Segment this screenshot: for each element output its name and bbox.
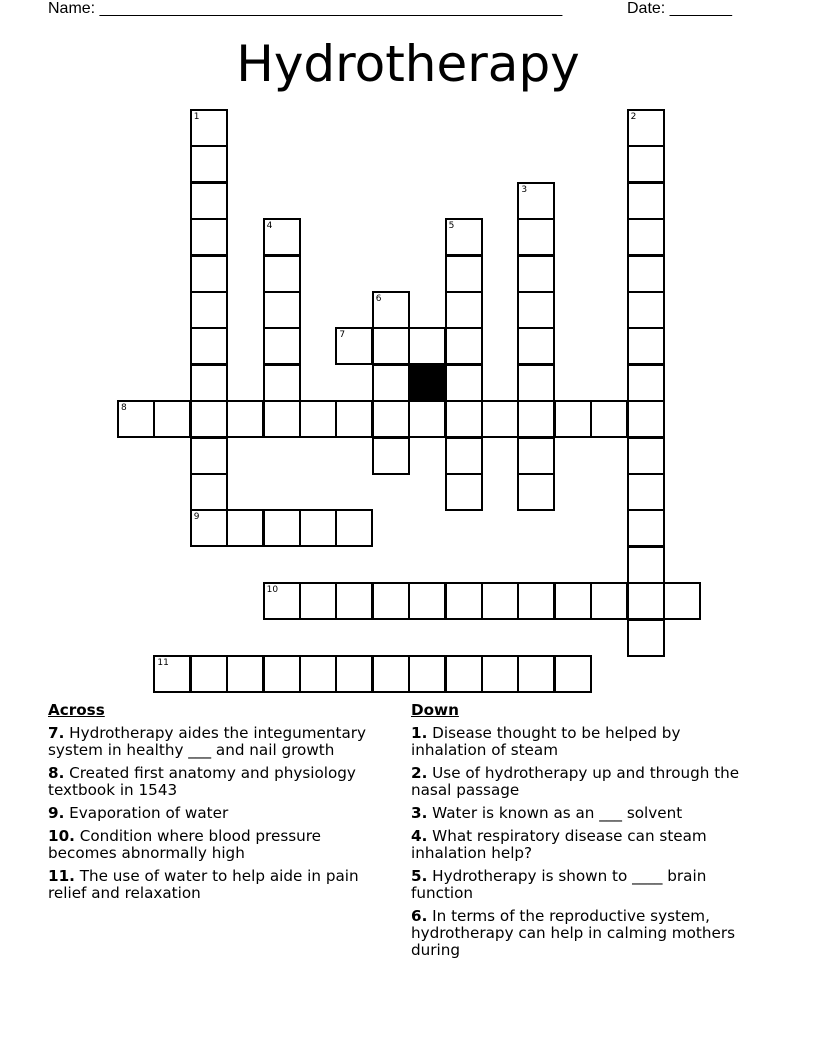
crossword-cell[interactable]	[335, 327, 373, 365]
crossword-cell[interactable]	[554, 655, 592, 693]
black-square	[408, 364, 446, 402]
crossword-cell[interactable]	[335, 655, 373, 693]
crossword-cell[interactable]	[627, 509, 665, 547]
crossword-cell[interactable]	[263, 655, 301, 693]
clue-number-label: 7	[339, 330, 346, 341]
clue-text: Evaporation of water	[69, 804, 229, 822]
down-clue	[411, 805, 756, 822]
crossword-cell[interactable]	[517, 218, 555, 256]
clue-number: 8.	[48, 764, 65, 782]
down-clue	[411, 725, 756, 759]
crossword-cell[interactable]	[190, 655, 228, 693]
crossword-cell[interactable]	[517, 400, 555, 438]
crossword-cell[interactable]	[263, 218, 301, 256]
clue-number-label: 2	[630, 112, 637, 122]
clue-number-label: 10	[266, 585, 279, 596]
crossword-cell[interactable]	[263, 291, 301, 329]
clue-number: 7.	[48, 724, 65, 742]
crossword-cell[interactable]	[190, 509, 228, 547]
puzzle-title: Hydrotherapy	[236, 35, 580, 93]
down-clue	[411, 828, 756, 862]
crossword-cell[interactable]	[408, 327, 446, 365]
crossword-cell[interactable]	[299, 400, 337, 438]
name-field[interactable]: Name: ____________________________________________________	[48, 0, 563, 17]
clue-text: The use of water to help aide in pain relief and relaxation	[48, 867, 359, 902]
across-clues	[48, 702, 393, 908]
crossword-cell[interactable]	[263, 364, 301, 402]
crossword-cell[interactable]	[481, 582, 519, 620]
crossword-cell[interactable]	[335, 582, 373, 620]
crossword-cell[interactable]	[517, 655, 555, 693]
crossword-cell[interactable]	[226, 400, 264, 438]
crossword-cell[interactable]	[554, 582, 592, 620]
clue-number: 3.	[411, 804, 428, 822]
crossword-cell[interactable]	[445, 437, 483, 475]
crossword-cell[interactable]	[263, 582, 301, 620]
crossword-cell[interactable]	[372, 437, 410, 475]
crossword-cell[interactable]	[372, 327, 410, 365]
clue-number: 4.	[411, 827, 428, 845]
crossword-cell[interactable]	[627, 364, 665, 402]
crossword-cell[interactable]	[627, 546, 665, 584]
across-clue	[48, 805, 393, 822]
across-clue	[48, 765, 393, 799]
crossword-cell[interactable]	[299, 509, 337, 547]
crossword-cell[interactable]	[190, 473, 228, 511]
clue-text: Condition where blood pressure becomes abnormally high	[48, 827, 322, 862]
crossword-cell[interactable]	[445, 327, 483, 365]
crossword-cell[interactable]	[190, 182, 228, 220]
date-field[interactable]: Date: _______	[627, 0, 732, 17]
crossword-cell[interactable]	[481, 400, 519, 438]
clue-number: 5.	[411, 867, 428, 885]
crossword-cell[interactable]	[190, 327, 228, 365]
crossword-cell[interactable]	[263, 327, 301, 365]
crossword-cell[interactable]	[190, 437, 228, 475]
crossword-cell[interactable]	[263, 255, 301, 293]
crossword-cell[interactable]	[408, 400, 446, 438]
down-clues	[411, 702, 756, 965]
crossword-cell[interactable]	[445, 291, 483, 329]
crossword-cell[interactable]	[517, 473, 555, 511]
crossword-cell[interactable]	[517, 182, 555, 220]
crossword-cell[interactable]	[190, 255, 228, 293]
crossword-cell[interactable]	[445, 473, 483, 511]
crossword-cell[interactable]	[117, 400, 155, 438]
clue-number-label: 3	[521, 184, 528, 195]
across-clue	[48, 828, 393, 862]
crossword-cell[interactable]	[190, 291, 228, 329]
crossword-cell[interactable]	[627, 473, 665, 511]
clue-number: 9.	[48, 804, 65, 822]
crossword-cell[interactable]	[627, 218, 665, 256]
crossword-cell[interactable]	[517, 327, 555, 365]
crossword-cell[interactable]	[299, 655, 337, 693]
clue-text: Hydrotherapy is shown to ____ brain function	[411, 867, 707, 902]
crossword-cell[interactable]	[627, 255, 665, 293]
crossword-cell[interactable]	[408, 655, 446, 693]
crossword-cell[interactable]	[627, 291, 665, 329]
crossword-cell[interactable]	[445, 582, 483, 620]
crossword-cell[interactable]	[226, 655, 264, 693]
clue-text: What respiratory disease can steam inhalation help?	[411, 827, 707, 862]
clue-number-label: 1	[193, 112, 200, 122]
clue-number-label: 8	[121, 403, 127, 414]
crossword-cell[interactable]	[663, 582, 701, 620]
clue-number-label: 6	[375, 294, 382, 304]
clue-number-label: 5	[448, 221, 455, 232]
crossword-cell[interactable]	[190, 364, 228, 402]
clue-number: 6.	[411, 907, 428, 925]
crossword-cell[interactable]	[190, 400, 228, 438]
across-heading: Across	[48, 701, 105, 719]
crossword-cell[interactable]	[627, 437, 665, 475]
crossword-cell[interactable]	[153, 400, 191, 438]
clue-text: Created first anatomy and physiology textbook in 1543	[48, 764, 356, 799]
clue-number-label: 9	[193, 512, 200, 523]
crossword-cell[interactable]	[226, 509, 264, 547]
clue-number: 1.	[411, 724, 428, 742]
crossword-cell[interactable]	[517, 437, 555, 475]
crossword-cell[interactable]	[627, 400, 665, 438]
crossword-cell[interactable]	[554, 400, 592, 438]
crossword-cell[interactable]	[627, 619, 665, 657]
crossword-cell[interactable]	[190, 218, 228, 256]
clue-text: In terms of the reproductive system, hydrotherapy can help in calming mothers during	[411, 907, 735, 959]
across-clue	[48, 868, 393, 902]
clue-number-label: 4	[266, 221, 273, 232]
crossword-cell[interactable]	[372, 655, 410, 693]
clue-number: 10.	[48, 827, 75, 845]
crossword-cell[interactable]	[627, 109, 665, 147]
crossword-cell[interactable]	[372, 291, 410, 329]
crossword-cell[interactable]	[627, 327, 665, 365]
crossword-cell[interactable]	[408, 582, 446, 620]
crossword-cell[interactable]	[445, 655, 483, 693]
crossword-cell[interactable]	[263, 509, 301, 547]
clue-text: Use of hydrotherapy up and through the nasal passage	[411, 764, 740, 799]
across-clue	[48, 725, 393, 759]
crossword-cell[interactable]	[263, 400, 301, 438]
crossword-cell[interactable]	[517, 255, 555, 293]
clue-text: Water is known as an ___ solvent	[432, 804, 683, 822]
crossword-cell[interactable]	[445, 255, 483, 293]
clue-text: Hydrotherapy aides the integumentary system in healthy ___ and nail growth	[48, 724, 367, 759]
crossword-cell[interactable]	[335, 509, 373, 547]
crossword-cell[interactable]	[627, 582, 665, 620]
crossword-cell[interactable]	[372, 582, 410, 620]
crossword-cell[interactable]	[153, 655, 191, 693]
crossword-cell[interactable]	[481, 655, 519, 693]
crossword-cell[interactable]	[517, 582, 555, 620]
crossword-cell[interactable]	[445, 218, 483, 256]
crossword-cell[interactable]	[190, 145, 228, 183]
down-heading: Down	[411, 701, 459, 719]
clue-text: Disease thought to be helped by inhalation of steam	[411, 724, 681, 759]
crossword-cell[interactable]	[627, 182, 665, 220]
crossword-cell[interactable]	[299, 582, 337, 620]
clue-number-label: 11	[157, 658, 169, 668]
down-clue	[411, 908, 756, 959]
crossword-cell[interactable]	[372, 400, 410, 438]
crossword-cell[interactable]	[517, 364, 555, 402]
down-clue	[411, 765, 756, 799]
clue-number: 2.	[411, 764, 428, 782]
clue-number: 11.	[48, 867, 75, 885]
crossword-cell[interactable]	[190, 109, 228, 147]
crossword-cell[interactable]	[445, 364, 483, 402]
crossword-cell[interactable]	[445, 400, 483, 438]
crossword-cell[interactable]	[590, 400, 628, 438]
crossword-cell[interactable]	[517, 291, 555, 329]
down-clue	[411, 868, 756, 902]
crossword-cell[interactable]	[335, 400, 373, 438]
crossword-cell[interactable]	[627, 145, 665, 183]
crossword-cell[interactable]	[372, 364, 410, 402]
crossword-cell[interactable]	[590, 582, 628, 620]
